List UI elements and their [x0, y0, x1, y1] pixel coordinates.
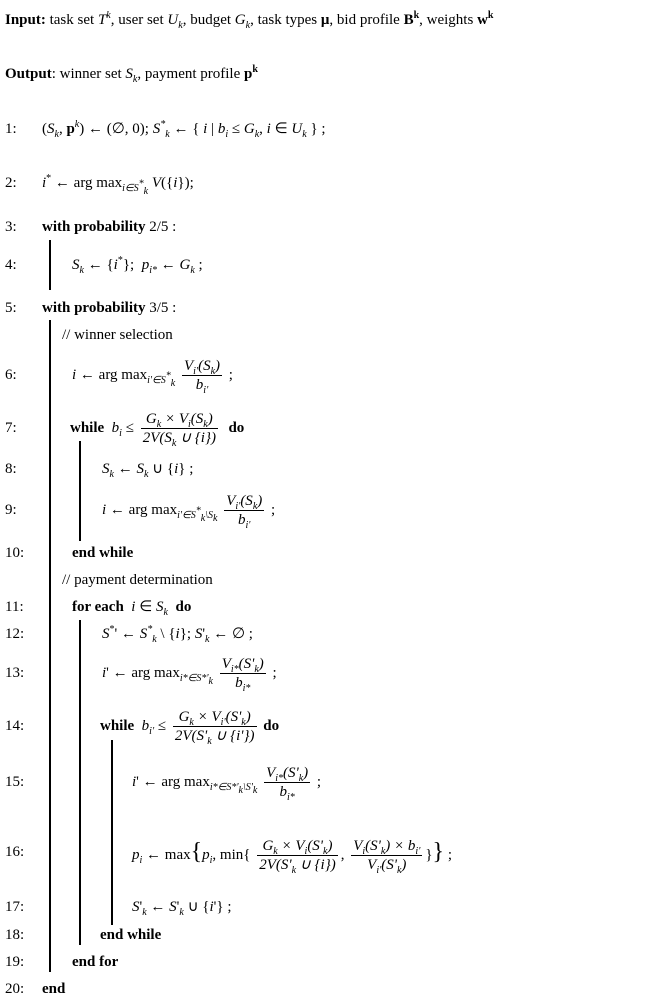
output-label: Output — [5, 66, 52, 82]
algo-line-15: i' ← arg $\max_{i*\in S*'_k\backslash S'_k}$ $\frac{V_{i*}(S'_k)}{b_{i*}}$ ; — [132, 765, 322, 804]
block-bar — [49, 240, 51, 290]
probability-value: 2/5 — [149, 219, 169, 235]
input-budget: budget — [190, 12, 232, 28]
min-op: min — [219, 847, 244, 863]
kw-do: do — [228, 420, 245, 436]
output-winner-set: : winner set — [51, 66, 122, 82]
kw-while: while — [100, 718, 135, 734]
algo-line-2: i* ← arg $\max_{i\in S^*_k} V(\{i\})$; — [42, 173, 194, 197]
input-user-set: user set — [118, 12, 164, 28]
algo-line-18 — [100, 925, 161, 945]
input-weights: weights — [426, 12, 474, 28]
line-number: 20: — [5, 981, 25, 997]
block-bar — [79, 620, 81, 945]
algo-line-12: S*' ← $S^*_k$ \ {i}; $S'_k$ ← ∅ ; — [102, 624, 253, 645]
algo-line-5: with probability 3/5 : — [42, 300, 177, 316]
line-number: 5: — [5, 300, 17, 316]
argmax-op: arg max — [131, 665, 180, 681]
line-number: 2: — [5, 175, 17, 191]
output-line: Output: winner set $S_k$, payment profile $p^k$ — [5, 64, 258, 85]
algo-line-14: while $b_{i'}$ ≤ $\frac{G_k \times V_{i'}(S'_k)}{2V(S'_k \cup \{i'\})}$ do — [100, 709, 280, 748]
line-number: 18: — [5, 927, 25, 943]
kw-with-probability: with probability — [42, 219, 146, 235]
algo-line-3: with probability 2/5 : — [42, 219, 177, 235]
kw-for-each: for each — [72, 599, 124, 615]
algo-line-1: ($S_k$, $p^k$) ← (∅, 0); $S^*_k$ ← { i | $b_i \le G_k$, i ∈ $U_k$ } ; — [42, 119, 326, 140]
algo-line-20 — [42, 979, 65, 999]
argmax-op: arg max — [161, 774, 210, 790]
line-number: 19: — [5, 954, 25, 970]
line-number: 8: — [5, 461, 17, 477]
input-label: Input: — [5, 12, 46, 28]
algo-line-10 — [72, 543, 133, 563]
line-number: 10: — [5, 545, 25, 561]
max-op: max — [164, 847, 191, 863]
probability-value: 3/5 — [149, 300, 169, 316]
algo-line-19 — [72, 952, 118, 972]
line-number: 7: — [5, 420, 17, 436]
line-number: 11: — [5, 599, 24, 615]
block-bar — [79, 441, 81, 541]
line-number: 6: — [5, 367, 17, 383]
algo-line-17: $S'_k$ ← $S'_k$ ∪ {i'} ; — [132, 899, 232, 918]
output-payment-profile: payment profile — [144, 66, 241, 82]
line-number: 16: — [5, 844, 25, 860]
kw-end-while: end while — [100, 927, 162, 943]
line-number: 3: — [5, 219, 17, 235]
input-task-types: task types — [257, 12, 318, 28]
line-number: 12: — [5, 626, 25, 642]
line-number: 13: — [5, 665, 25, 681]
comment-payment-determination: // payment determination — [62, 572, 213, 588]
comment-winner-selection: // winner selection — [62, 327, 173, 343]
algo-line-9: i ← arg $\max_{i'\in S^*_k\backslash S_k}$ $\frac{V_{i'}(S_k)}{b_{i'}}$ ; — [102, 493, 276, 532]
argmax-op: arg max — [98, 367, 148, 383]
line-number: 17: — [5, 899, 25, 915]
line-number: 4: — [5, 257, 17, 273]
block-bar — [111, 740, 113, 925]
input-task-set: task set — [49, 12, 95, 28]
block-bar — [49, 320, 51, 972]
algo-line-16: $p_i$ ← $\max\{p_i$, min{ $\frac{G_k \times V_i(S'_k)}{2V(S'_k \cup \{i\})}$ , $\frac{V_i(S'_k) \times b_{i'}}{V_{i'}(S'_k)}$ }} ; — [132, 838, 452, 877]
line-number: 1: — [5, 121, 17, 137]
kw-end-while: end while — [72, 545, 134, 561]
algo-line-13: i' ← arg $\max_{i*\in S*'_k}$ $\frac{V_{i*}(S'_k)}{b_{i*}}$ ; — [102, 656, 277, 695]
algo-line-7: while $b_i$ ≤ $\frac{G_k \times V_i(S_k)}{2V(S_k \cup \{i\})}$ do — [70, 411, 245, 450]
algo-line-8: $S_k$ ← $S_k$ ∪ {i} ; — [102, 461, 194, 480]
kw-with-probability: with probability — [42, 300, 146, 316]
kw-end: end — [42, 981, 66, 997]
kw-while: while — [70, 420, 105, 436]
input-line: Input: task set $T^k$, user set $U_k$, budget $G_k$, task types μ, bid profile $B^k$, weights $w^k$ — [5, 10, 494, 31]
kw-do: do — [263, 718, 280, 734]
kw-do: do — [175, 599, 192, 615]
input-bid-profile: bid profile — [336, 12, 400, 28]
line-number: 9: — [5, 502, 17, 518]
line-number: 14: — [5, 718, 25, 734]
algo-line-4: $S_k$ ← {i*}; $p_{i*}$ ← $G_k$ ; — [72, 255, 203, 276]
kw-end-for: end for — [72, 954, 119, 970]
line-number: 15: — [5, 774, 25, 790]
argmax-op: arg max — [128, 502, 178, 518]
algo-line-6: i ← arg $\max_{i'\in S^*_k}$ $\frac{V_{i'}(S_k)}{b_{i'}}$ ; — [72, 358, 233, 397]
algo-line-11: for each i ∈ $S_k$ do — [72, 599, 192, 618]
argmax-op: arg max — [73, 175, 123, 191]
